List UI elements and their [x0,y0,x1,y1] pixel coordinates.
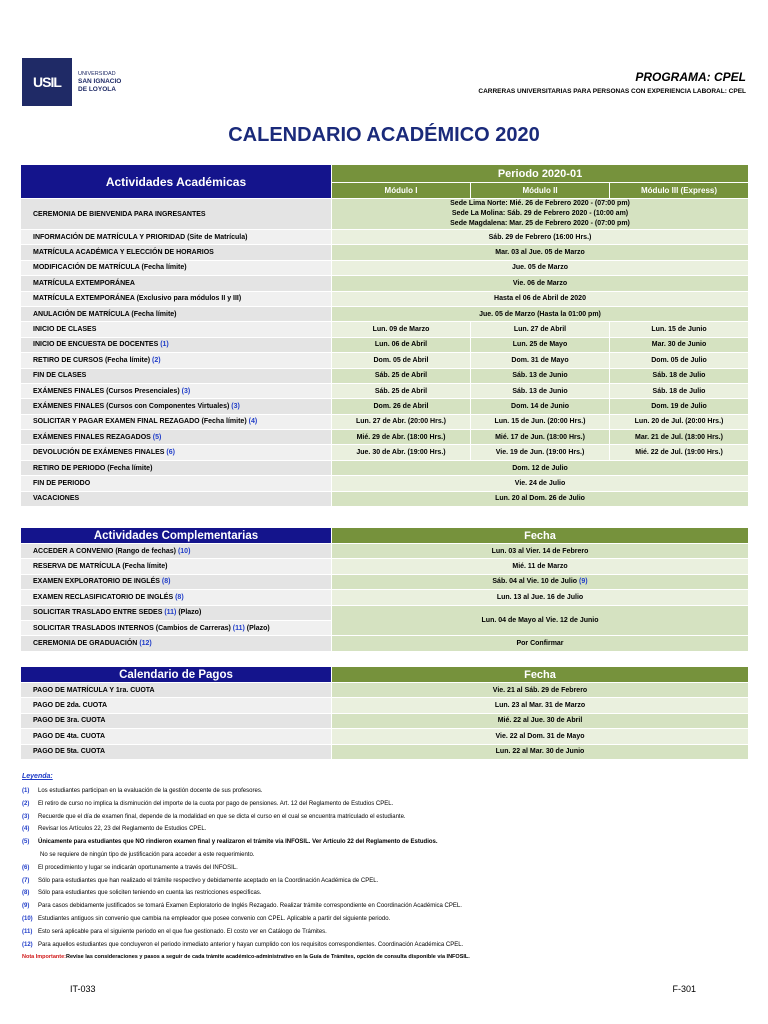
program-subtitle: CARRERAS UNIVERSITARIAS PARA PERSONAS CON EXPERIENCIA LABORAL: CPEL [478,88,746,95]
activity-label: EXAMEN RECLASIFICATORIO DE INGLÉS [33,593,176,601]
legend-number: (6) [22,864,30,871]
activity-date: Vie. 24 de Julio [332,476,749,491]
activity-label: FIN DE CLASES [33,372,87,380]
reference-number: (5) [152,433,162,441]
legend-number: (7) [22,877,30,884]
legend-item [22,887,746,900]
logo-line-3: DE LOYOLA [78,86,116,93]
welcome-schedule-line: Sede Magdalena: Mar. 25 de Febrero 2020 - (07:00 pm) [450,220,630,227]
activity-label: EXAMEN EXPLORATORIO DE INGLÉS [33,578,162,586]
payment-date: Mié. 22 al Jue. 30 de Abril [332,713,749,728]
activity-label-suffix: (Plazo) [176,609,202,617]
table-row [21,368,749,383]
table-row [21,322,749,337]
payments-date-header: Fecha [332,667,749,683]
legend-item [22,926,746,939]
activity-label-cell [21,414,332,429]
activity-date: Lun. 13 al Jue. 16 de Julio [496,593,584,601]
table-row [21,245,749,260]
important-note-text: Revise las consideraciones y pasos a seguir de cada trámite académico-administrativo en la Guía de Trámites, opción de consulta disponible vía INFOSIL. [66,954,470,961]
table-row [21,306,749,321]
important-note [22,951,746,964]
reference-number: (11) [232,624,245,632]
legend-item [22,849,746,862]
legend-number: (8) [22,890,30,897]
activity-label-cell [21,322,332,337]
legend-number: (5) [22,839,30,846]
reference-number: (4) [248,418,258,426]
activity-label: MATRÍCULA ACADÉMICA Y ELECCIÓN DE HORARIOS [21,245,332,260]
activity-label: RETIRO DE PERIODO (Fecha límite) [21,460,332,475]
table-row [21,460,749,475]
module-1-header: Módulo I [332,183,471,199]
complementary-activities-table [20,527,749,652]
activity-date: Por Confirmar [332,636,749,651]
activity-date: Jue. 05 de Marzo (Hasta la 01:00 pm) [332,306,749,321]
legend-text: Sólo para estudiantes que soliciten teniendo en cuenta las restricciones especificas. [38,890,262,897]
table-row [21,574,749,589]
legend-number: (4) [22,826,30,833]
module-3-date: Dom. 19 de Julio [610,399,749,414]
legend-number: (12) [22,941,33,948]
table-row [21,544,749,559]
legend-item [22,798,746,811]
reference-number: (3) [231,402,240,410]
reference-number: (11) [164,609,177,617]
activity-label: FIN DE PERIODO [21,476,332,491]
table-row [21,230,749,245]
legend [22,773,746,964]
payment-label: PAGO DE 2da. CUOTA [21,698,332,713]
activity-label: MATRÍCULA EXTEMPORÁNEA [21,276,332,291]
legend-text: Revisar los Artículos 22, 23 del Reglamento de Estudios CPEL. [38,826,207,833]
table-row [21,559,749,574]
welcome-schedule-line: Sede La Molina: Sáb. 29 de Febrero 2020 - (10:00 am) [451,210,629,217]
academic-activities-table [20,164,749,507]
module-1-date: Dom. 26 de Abril [332,399,471,414]
activity-label-cell [21,383,332,398]
footer-code-left: IT-033 [70,984,96,994]
table-row [21,353,749,368]
module-1-date: Lun. 09 de Marzo [332,322,471,337]
activity-label-cell [21,544,332,559]
important-note-label: Nota Importante: [22,954,66,961]
reference-number: (9) [579,578,588,586]
module-3-date: Mar. 30 de Junio [610,337,749,352]
activity-label-cell [21,399,332,414]
logo-line-1: UNIVERSIDAD [78,71,116,77]
table-row [21,713,749,728]
module-2-date: Mié. 17 de Jun. (18:00 Hrs.) [471,430,610,445]
table-row [21,383,749,398]
reference-number: (2) [152,356,161,364]
table-row [21,683,749,698]
activity-label-cell [21,353,332,368]
activity-label-cell [21,636,332,651]
module-3-date: Mié. 22 de Jul. (19:00 Hrs.) [610,445,749,460]
activity-label: RETIRO DE CURSOS (Fecha límite) [33,356,153,364]
activity-label: MATRÍCULA EXTEMPORÁNEA (Exclusivo para módulos II y III) [21,291,332,306]
reference-number: (12) [139,640,152,648]
activity-label-cell [21,337,332,352]
logo-line-2: SAN IGNACIO [78,78,122,85]
module-2-date: Lun. 27 de Abril [471,322,610,337]
payments-header: Calendario de Pagos [21,667,332,683]
module-1-date: Dom. 05 de Abril [332,353,471,368]
legend-number: (10) [22,915,33,922]
module-3-date: Lun. 15 de Junio [610,322,749,337]
legend-text: El procedimiento y lugar se indicarán oportunamente a través del INFOSIL. [38,864,238,871]
period-header: Periodo 2020-01 [332,165,749,183]
payment-label: PAGO DE 4ta. CUOTA [21,729,332,744]
legend-text: El retiro de curso no implica la disminución del importe de la cuota por pago de pensiones. Art. 12 del Reglamento de Estudios CPEL. [38,800,394,807]
activity-label-cell [21,620,332,635]
legend-item [22,785,746,798]
activity-date-cell [332,574,749,589]
legend-number: (2) [22,800,30,807]
payment-label: PAGO DE 5ta. CUOTA [21,744,332,759]
payment-date: Vie. 22 al Dom. 31 de Mayo [332,729,749,744]
legend-item [22,811,746,824]
legend-item [22,823,746,836]
page-header [0,0,768,110]
payment-date: Lun. 22 al Mar. 30 de Junio [332,744,749,759]
activity-date: Lun. 04 de Mayo al Vie. 12 de Junio [332,605,749,636]
logo-mark: USIL [22,58,72,106]
reference-number: (8) [161,578,171,586]
module-2-date: Sáb. 13 de Junio [471,368,610,383]
module-1-date: Mié. 29 de Abr. (18:00 Hrs.) [332,430,471,445]
activity-label: EXÁMENES FINALES REZAGADOS [33,433,153,441]
activity-date: Mar. 03 al Jue. 05 de Marzo [332,245,749,260]
legend-item [22,836,746,849]
legend-item [22,939,746,952]
activity-date-cell [332,590,749,605]
legend-number: (9) [22,903,30,910]
table-row [21,291,749,306]
module-1-date: Sáb. 25 de Abril [332,383,471,398]
table-row [21,729,749,744]
activity-label: EXÁMENES FINALES (Cursos con Componentes Virtuales) [33,402,232,410]
legend-text: Recuerde que el día de examen final, depende de la modalidad en que se dicta el curso en el cual se encuentra matriculado el estudiante. [38,813,406,820]
activity-label: DEVOLUCIÓN DE EXÁMENES FINALES [33,449,167,457]
legend-text: Sólo para estudiantes que han realizado el trámite respectivo y debidamente aceptado en la Coordinación Académica de CPEL. [38,877,379,884]
academic-activities-header: Actividades Académicas [21,165,332,199]
activity-date: Sáb. 04 al Vie. 10 de Julio [492,578,580,586]
activity-label: VACACIONES [21,491,332,506]
activity-label: SOLICITAR TRASLADOS INTERNOS (Cambios de Carreras) [33,624,233,632]
activity-date: Mié. 11 de Marzo [512,563,568,571]
module-3-date: Mar. 21 de Jul. (18:00 Hrs.) [610,430,749,445]
activity-label-cell [21,445,332,460]
table-row [21,491,749,506]
table-row [21,260,749,275]
table-row [21,430,749,445]
module-3-date: Dom. 05 de Julio [610,353,749,368]
module-1-date: Lun. 06 de Abril [332,337,471,352]
activity-date-cell [332,544,749,559]
footer-code-right: F-301 [672,984,696,994]
activity-date-cell [332,559,749,574]
legend-item [22,913,746,926]
activity-label: INFORMACIÓN DE MATRÍCULA Y PRIORIDAD (Site de Matrícula) [21,230,332,245]
activity-label-cell [21,590,332,605]
module-1-date: Lun. 27 de Abr. (20:00 Hrs.) [332,414,471,429]
module-2-date: Dom. 14 de Junio [471,399,610,414]
activity-label-cell [21,605,332,620]
usil-logo [22,58,142,106]
activity-date: Hasta el 06 de Abril de 2020 [332,291,749,306]
legend-text: Para aquellos estudiantes que concluyeron el periodo inmediato anterior y hayan cumplido con los requisitos correspondientes. Coordinación Académica CPEL. [38,941,464,948]
legend-number: (11) [22,928,33,935]
module-1-date: Jue. 30 de Abr. (19:00 Hrs.) [332,445,471,460]
reference-number: (10) [177,547,191,555]
table-row [21,276,749,291]
module-3-date: Sáb. 18 de Julio [610,368,749,383]
activity-date: Sáb. 29 de Febrero (16:00 Hrs.) [332,230,749,245]
activity-label: INICIO DE ENCUESTA DE DOCENTES [33,341,161,349]
activity-label: ACCEDER A CONVENIO (Rango de fechas) [33,547,178,555]
legend-item [22,900,746,913]
module-2-date: Vie. 19 de Jun. (19:00 Hrs.) [471,445,610,460]
reference-number: (6) [166,449,175,457]
module-2-header: Módulo II [471,183,610,199]
welcome-schedule-line: Sede Lima Norte: Mié. 26 de Febrero 2020 - (07:00 pm) [450,200,630,207]
legend-text: No se requiere de ningún tipo de justificación para acceder a este requerimiento. [40,851,255,858]
activity-label: EXÁMENES FINALES (Cursos Presenciales) [33,387,182,395]
activity-label-cell [21,430,332,445]
complementary-date-header: Fecha [332,528,749,544]
legend-item [22,862,746,875]
payment-label: PAGO DE MATRÍCULA Y 1ra. CUOTA [21,683,332,698]
activity-date: Lun. 03 al Vier. 14 de Febrero [491,547,589,555]
page-title: CALENDARIO ACADÉMICO 2020 [228,124,540,146]
reference-number: (1) [160,341,169,349]
activity-label: CEREMONIA DE BIENVENIDA PARA INGRESANTES [21,199,332,230]
activity-label: SOLICITAR TRASLADO ENTRE SEDES [33,609,165,617]
table-row [21,399,749,414]
activity-date: Jue. 05 de Marzo [332,260,749,275]
activity-date: Lun. 20 al Dom. 26 de Julio [332,491,749,506]
module-2-date: Lun. 25 de Mayo [471,337,610,352]
activity-label: SOLICITAR Y PAGAR EXAMEN FINAL REZAGADO (Fecha límite) [33,418,249,426]
legend-number: (3) [22,813,30,820]
table-row [21,445,749,460]
activity-label: MODIFICACIÓN DE MATRÍCULA (Fecha límite) [21,260,332,275]
legend-text: Estudiantes antiguos sin convenio que cambia na empleador que posee convenio con CPEL. Aplicable a partir del siguiente periodo. [38,915,391,922]
legend-text: Para casos debidamente justificados se tomará Examen Exploratorio de Inglés Rezagado. Realizar trámite correspondiente en Coordinación Académica CPEL. [38,903,462,910]
activity-label: ANULACIÓN DE MATRÍCULA (Fecha límite) [21,306,332,321]
module-3-date: Lun. 20 de Jul. (20:00 Hrs.) [610,414,749,429]
table-row [21,698,749,713]
activity-label: RESERVA DE MATRÍCULA (Fecha límite) [33,563,168,571]
activity-date: Vie. 06 de Marzo [332,276,749,291]
table-row [21,590,749,605]
activity-label: INICIO DE CLASES [33,326,97,334]
table-row [21,414,749,429]
program-title: PROGRAMA: CPEL [635,70,746,84]
module-2-date: Lun. 15 de Jun. (20:00 Hrs.) [471,414,610,429]
activity-label-cell [21,368,332,383]
payment-date: Lun. 23 al Mar. 31 de Marzo [332,698,749,713]
activity-label-cell [21,574,332,589]
activity-label-cell [21,559,332,574]
module-1-date: Sáb. 25 de Abril [332,368,471,383]
activity-label: CEREMONIA DE GRADUACIÓN [33,640,140,648]
table-row [21,337,749,352]
legend-title: Leyenda: [22,773,53,780]
welcome-schedule-cell [332,199,749,230]
table-row [21,636,749,651]
complementary-activities-header: Actividades Complementarias [21,528,332,544]
reference-number: (3) [181,387,191,395]
table-row [21,199,749,230]
legend-text: Únicamente para estudiantes que NO rindieron examen final y realizaron el trámite vía INFOSIL. Ver Artículo 22 del Reglamento de Estudios. [38,839,438,846]
module-3-header: Módulo III (Express) [610,183,749,199]
reference-number: (8) [175,593,184,601]
activity-label-suffix: (Plazo) [244,624,270,632]
module-3-date: Sáb. 18 de Julio [610,383,749,398]
table-row [21,744,749,759]
logo-text [78,70,121,94]
legend-item [22,875,746,888]
module-2-date: Sáb. 13 de Junio [471,383,610,398]
legend-number: (1) [22,788,30,794]
module-2-date: Dom. 31 de Mayo [471,353,610,368]
payment-date: Vie. 21 al Sáb. 29 de Febrero [332,683,749,698]
legend-text: Los estudiantes participan en la evaluación de la gestión docente de sus profesores. [38,788,263,794]
payments-table [20,666,749,760]
legend-text: Esto será aplicable para el siguiente periodo en el que fue gestionado. El costo ver en Catálogo de Trámites. [38,928,327,935]
table-row [21,476,749,491]
payment-label: PAGO DE 3ra. CUOTA [21,713,332,728]
table-row [21,605,749,620]
activity-date: Dom. 12 de Julio [332,460,749,475]
